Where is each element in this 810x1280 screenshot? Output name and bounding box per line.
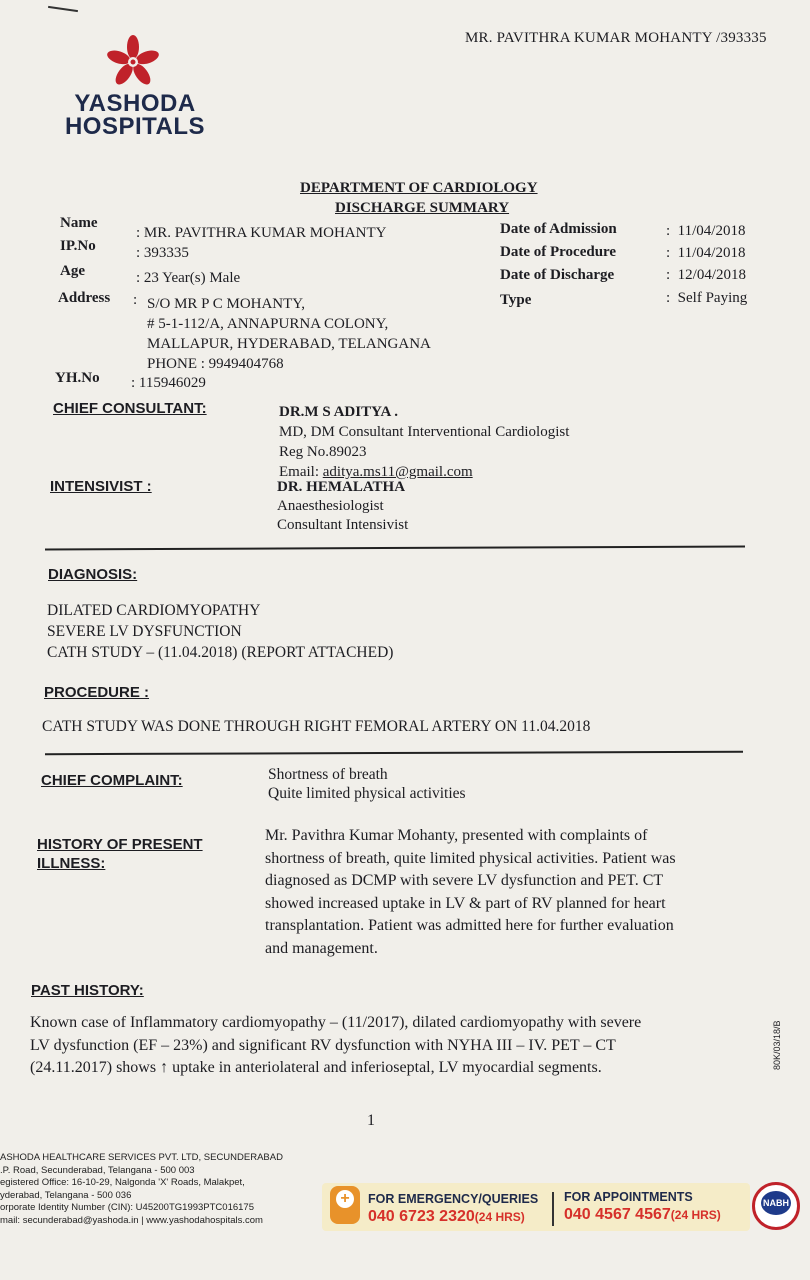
emergency-phone [368, 1208, 525, 1226]
discharge-label: Date of Discharge [500, 267, 615, 283]
intensivist-label: INTENSIVIST : [50, 478, 152, 495]
chief-complaint-label: CHIEF COMPLAINT: [41, 772, 183, 789]
age-label: Age [60, 263, 85, 279]
past-history-label: PAST HISTORY: [31, 982, 144, 999]
hospital-logo-text [60, 92, 210, 138]
chief-consultant-label: CHIEF CONSULTANT: [53, 400, 207, 417]
intensivist-specialty: Anaesthesiologist [277, 498, 384, 514]
divider [45, 545, 745, 550]
footer-line: yderabad, Telangana - 500 036 [0, 1189, 132, 1201]
consultant-email-link[interactable]: aditya.ms11@gmail.com [322, 464, 473, 480]
footer-line: ASHODA HEALTHCARE SERVICES PVT. LTD, SECUNDERABAD [0, 1152, 283, 1163]
yh-number: 115946029 [138, 375, 206, 391]
footer-line: orporate Identity Number (CIN): U45200TG1993PTC016175 [0, 1202, 254, 1213]
address-line: # 5-1-112/A, ANNAPURNA COLONY, [147, 316, 389, 332]
history-line: diagnosed as DCMP with severe LV dysfunction and PET. CT [265, 872, 664, 889]
form-code: 80K/03/18/B [772, 1020, 782, 1070]
procedure-date-label: Date of Procedure [500, 244, 617, 260]
footer-line: .P. Road, Secunderabad, Telangana - 500 003 [0, 1164, 195, 1176]
yhno-value: : 115946029 [131, 375, 206, 391]
history-label-line-1: HISTORY OF PRESENT [37, 836, 203, 853]
ip-number: 393335 [143, 245, 189, 261]
appointments-hours: (24 HRS) [670, 1208, 721, 1222]
appointments-label: FOR APPOINTMENTS [564, 1190, 693, 1204]
history-line: Mr. Pavithra Kumar Mohanty, presented with complaints of [265, 827, 648, 844]
consultant-qualification: MD, DM Consultant Interventional Cardiologist [279, 424, 570, 440]
emergency-hours: (24 HRS) [474, 1210, 525, 1224]
name-label: Name [60, 215, 98, 231]
patient-name: MR. PAVITHRA KUMAR MOHANTY [143, 225, 387, 241]
appointments-number: 040 4567 4567 [564, 1206, 671, 1223]
history-line: and management. [265, 939, 378, 957]
address-line: MALLAPUR, HYDERABAD, TELANGANA [147, 336, 431, 352]
past-history-line: LV dysfunction (EF – 23%) and significant RV dysfunction with NYHA III – IV. PET – CT [30, 1036, 616, 1054]
footer-line: mail: secunderabad@yashoda.in | www.yashodahospitals.com [0, 1214, 263, 1226]
department-title: DEPARTMENT OF CARDIOLOGY [300, 180, 538, 196]
divider [45, 751, 743, 755]
address-label: Address [58, 290, 111, 306]
emergency-number: 040 6723 2320 [368, 1208, 475, 1225]
procedure-label: PROCEDURE : [44, 684, 150, 701]
intensivist-block [277, 478, 408, 535]
intensivist-name: DR. HEMALATHA [277, 479, 406, 495]
type-label: Type [500, 292, 532, 308]
logo-line-1: YASHODA [74, 90, 196, 117]
history-line: showed increased uptake in LV & part of RV planned for heart [265, 894, 666, 912]
page-number: 1 [367, 1112, 375, 1129]
procedure-date: 11/04/2018 [677, 245, 746, 261]
emergency-label: FOR EMERGENCY/QUERIES [368, 1192, 539, 1206]
address-block [147, 294, 431, 374]
diagnosis-line: DILATED CARDIOMYOPATHY [47, 602, 261, 619]
age-gender: 23 Year(s) Male [143, 270, 241, 286]
type-value: : Self Paying [666, 290, 748, 306]
address-colon: : [133, 292, 138, 308]
logo-line-2: HOSPITALS [64, 113, 206, 140]
scan-mark [48, 6, 78, 12]
procedure-date-value: : 11/04/2018 [666, 245, 746, 261]
diagnosis-block [47, 600, 393, 663]
history-block [265, 825, 787, 960]
ipno-label: IP.No [60, 238, 96, 254]
email-label: Email: [279, 464, 323, 480]
footer-line: egistered Office: 16-10-29, Nalgonda 'X' Roads, Malakpet, [0, 1177, 245, 1188]
admission-value: : 11/04/2018 [666, 223, 746, 239]
history-label [37, 835, 203, 873]
consultant-reg: Reg No.89023 [279, 444, 367, 460]
admission-date: 11/04/2018 [677, 223, 746, 239]
discharge-date: 12/04/2018 [677, 267, 747, 283]
appointments-phone [564, 1206, 721, 1224]
payment-type: Self Paying [677, 290, 748, 306]
past-history-line: (24.11.2017) shows ↑ uptake in anteriolateral and inferioseptal, LV myocardial segments. [30, 1059, 602, 1076]
past-history-block [30, 1012, 641, 1080]
name-value: : MR. PAVITHRA KUMAR MOHANTY [136, 225, 387, 241]
diagnosis-line: CATH STUDY – (11.04.2018) (REPORT ATTACHED) [47, 644, 394, 661]
contact-divider [552, 1192, 554, 1226]
diagnosis-line: SEVERE LV DYSFUNCTION [47, 623, 242, 640]
discharge-value: : 12/04/2018 [666, 267, 747, 283]
nabh-badge-text: NABH [761, 1191, 791, 1215]
document-title: DISCHARGE SUMMARY [335, 200, 510, 216]
history-line: transplantation. Patient was admitted here for further evaluation [265, 917, 674, 934]
past-history-line: Known case of Inflammatory cardiomyopathy – (11/2017), dilated cardiomyopathy with severe [30, 1014, 642, 1031]
chief-consultant-block [279, 402, 569, 482]
diagnosis-label: DIAGNOSIS: [48, 566, 138, 583]
admission-label: Date of Admission [500, 221, 617, 237]
address-line: S/O MR P C MOHANTY, [147, 296, 305, 312]
age-value: : 23 Year(s) Male [136, 270, 241, 286]
ipno-value: : 393335 [136, 245, 189, 261]
complaint-line: Shortness of breath [268, 766, 388, 783]
patient-id-header: MR. PAVITHRA KUMAR MOHANTY /393335 [465, 30, 767, 46]
history-label-line-2: ILLNESS: [37, 855, 106, 872]
complaint-line: Quite limited physical activities [268, 785, 466, 802]
plus-icon: + [336, 1190, 354, 1208]
address-line: PHONE : 9949404768 [147, 356, 284, 372]
intensivist-title: Consultant Intensivist [277, 517, 409, 533]
yhno-label: YH.No [55, 370, 100, 386]
consultant-name: DR.M S ADITYA . [279, 404, 399, 420]
procedure-text: CATH STUDY WAS DONE THROUGH RIGHT FEMORAL ARTERY ON 11.04.2018 [42, 718, 591, 735]
yashoda-flower-logo-icon [103, 32, 163, 92]
history-line: shortness of breath, quite limited physical activities. Patient was [265, 849, 676, 867]
chief-complaint-block [268, 765, 466, 803]
footer-address-block [0, 1152, 283, 1227]
